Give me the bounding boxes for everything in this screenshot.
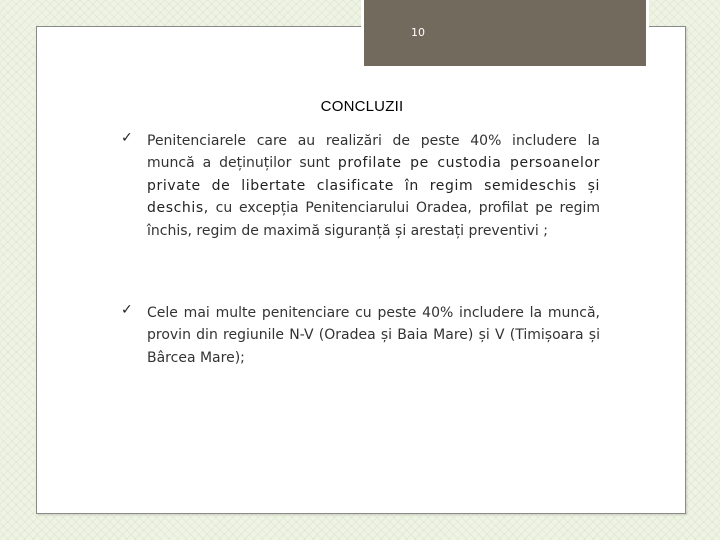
- bullet-emphasis: profilate pe custodia persoanelor private de libertate clasificate în regim semideschis și deschis,: [147, 155, 600, 217]
- bullet-item: Cele mai multe penitenciare cu peste 40% includere la muncă, provin din regiunile N-V (Oradea și Baia Mare) și V (Timișoara și Bârcea Mare);: [147, 305, 600, 366]
- checkmark-icon: ✓: [121, 130, 133, 146]
- slide-title: CONCLUZII: [320, 98, 404, 115]
- bullet-text: cu excepția Penitenciarului Oradea, profilat pe regim închis, regim de maximă siguranță și arestați preventivi ;: [147, 200, 600, 239]
- page-number-box: [361, 0, 649, 69]
- page-number: 10: [411, 26, 425, 39]
- bullet-text: Penitenciarele care au realizări de peste 40% includere la muncă a deținuților sunt: [147, 133, 600, 172]
- bullet-item: [147, 130, 600, 242]
- checkmark-icon: ✓: [121, 302, 133, 318]
